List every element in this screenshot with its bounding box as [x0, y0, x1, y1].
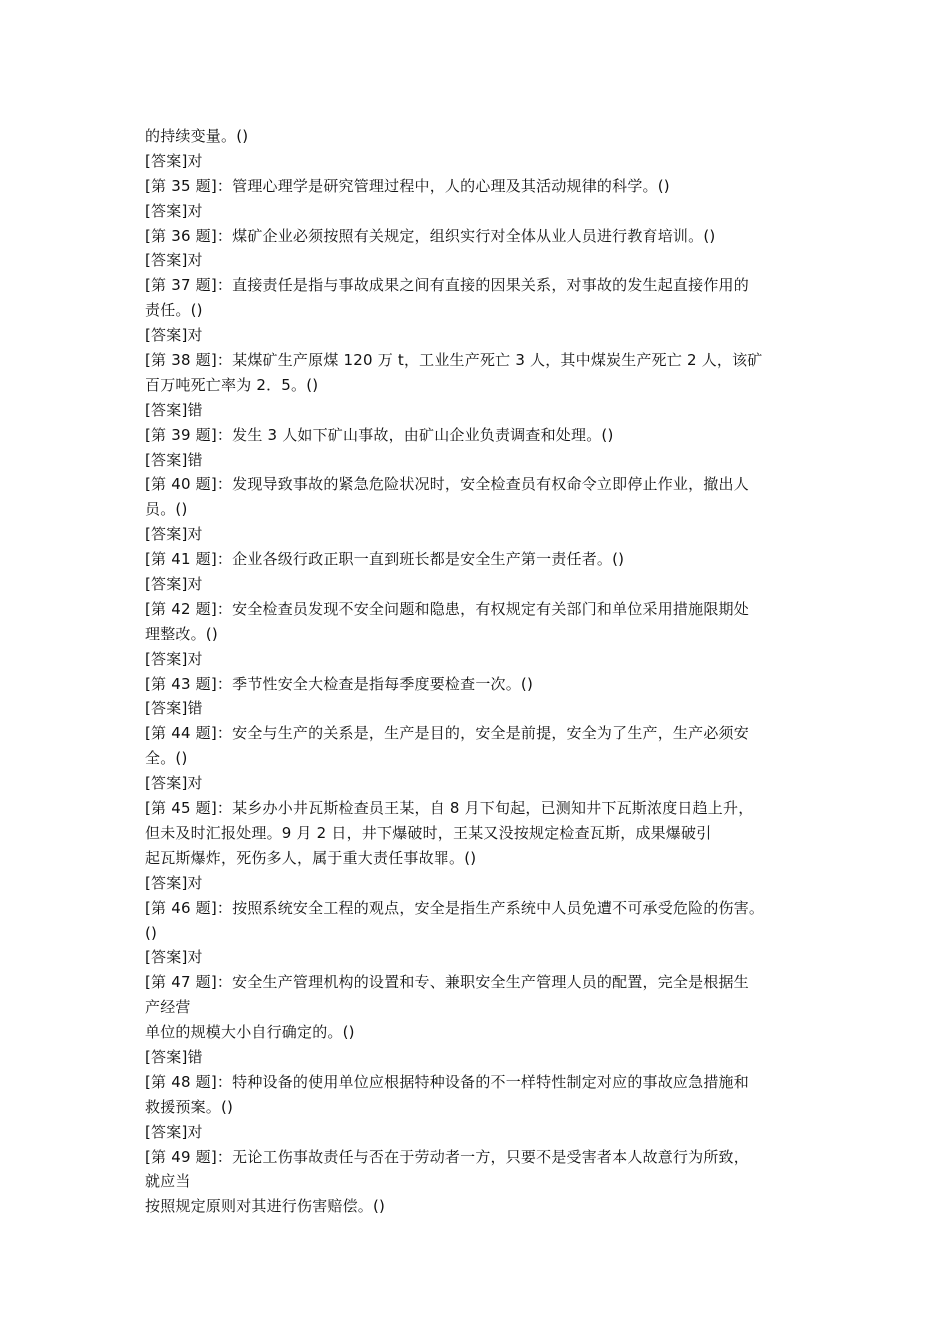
question-38-continued: 百万吨死亡率为 2．5。(): [145, 375, 319, 394]
question-40-continued: 员。(): [145, 500, 188, 519]
question-37: [第 37 题]：直接责任是指与事故成果之间有直接的因果关系，对事故的发生起直接作用的: [145, 276, 749, 295]
question-45: [第 45 题]：某乡办小井瓦斯检查员王某，自 8 月下旬起，已测知井下瓦斯浓度日趋上升，: [145, 799, 754, 818]
question-49: [第 49 题]：无论工伤事故责任与否在于劳动者一方，只要不是受害者本人故意行为所致，: [145, 1147, 749, 1166]
answer-line: [答案]对: [145, 649, 203, 668]
text-line: 的持续变量。(): [145, 127, 249, 145]
question-47-continued: 产经营: [145, 998, 191, 1017]
question-45-continued: 起瓦斯爆炸，死伤多人，属于重大责任事故罪。(): [145, 848, 477, 867]
question-39: [第 39 题]：发生 3 人如下矿山事故，由矿山企业负责调查和处理。(): [145, 425, 614, 444]
document-page: [145, 124, 825, 1219]
answer-line: [答案]对: [145, 575, 203, 594]
answer-line: [答案]对: [145, 251, 203, 270]
answer-line: [答案]错: [145, 450, 203, 469]
question-49-continued: 按照规定原则对其进行伤害赔偿。(): [145, 1197, 386, 1216]
question-44-continued: 全。(): [145, 749, 188, 768]
question-42: [第 42 题]：安全检查员发现不安全问题和隐患，有权规定有关部门和单位采用措施限期处: [145, 599, 749, 618]
question-45-continued: 但未及时汇报处理。9 月 2 日，井下爆破时，王某又没按规定检查瓦斯，成果爆破引: [145, 823, 712, 842]
question-47: [第 47 题]：安全生产管理机构的设置和专、兼职安全生产管理人员的配置，完全是根据生: [145, 973, 749, 992]
answer-line: [答案]对: [145, 948, 203, 967]
question-41: [第 41 题]：企业各级行政正职一直到班长都是安全生产第一责任者。(): [145, 550, 625, 569]
question-48-continued: 救援预案。(): [145, 1097, 234, 1116]
answer-line: [答案]错: [145, 699, 203, 718]
answer-line: [答案]对: [145, 774, 203, 793]
question-48: [第 48 题]：特种设备的使用单位应根据特种设备的不一样特性制定对应的事故应急措施和: [145, 1072, 749, 1091]
question-35: [第 35 题]：管理心理学是研究管理过程中，人的心理及其活动规律的科学。(): [145, 176, 670, 195]
answer-line: [答案]错: [145, 400, 203, 419]
answer-line: [答案]对: [145, 525, 203, 544]
answer-line: [答案]对: [145, 201, 203, 220]
question-44: [第 44 题]：安全与生产的关系是，生产是目的，安全是前提，安全为了生产，生产必须安: [145, 724, 749, 743]
question-43: [第 43 题]：季节性安全大检查是指每季度要检查一次。(): [145, 674, 534, 693]
question-47-continued: 单位的规模大小自行确定的。(): [145, 1023, 355, 1042]
answer-line: [答案]对: [145, 873, 203, 892]
question-36: [第 36 题]：煤矿企业必须按照有关规定，组织实行对全体从业人员进行教育培训。(): [145, 226, 716, 245]
answer-line: [答案]对: [145, 151, 203, 170]
answer-line: [答案]错: [145, 1047, 203, 1066]
question-42-continued: 理整改。(): [145, 624, 218, 643]
question-46-continued: (): [145, 923, 158, 942]
question-38: [第 38 题]：某煤矿生产原煤 120 万 t，工业生产死亡 3 人，其中煤炭生产死亡 2 人，该矿: [145, 351, 763, 370]
question-46: [第 46 题]：按照系统安全工程的观点，安全是指生产系统中人员免遭不可承受危险的伤害。: [145, 898, 765, 917]
answer-line: [答案]对: [145, 1122, 203, 1141]
question-49-continued: 就应当: [145, 1172, 191, 1191]
question-40: [第 40 题]：发现导致事故的紧急危险状况时，安全检查员有权命令立即停止作业，撤出人: [145, 475, 749, 494]
answer-line: [答案]对: [145, 326, 203, 345]
question-37-continued: 责任。(): [145, 301, 203, 320]
